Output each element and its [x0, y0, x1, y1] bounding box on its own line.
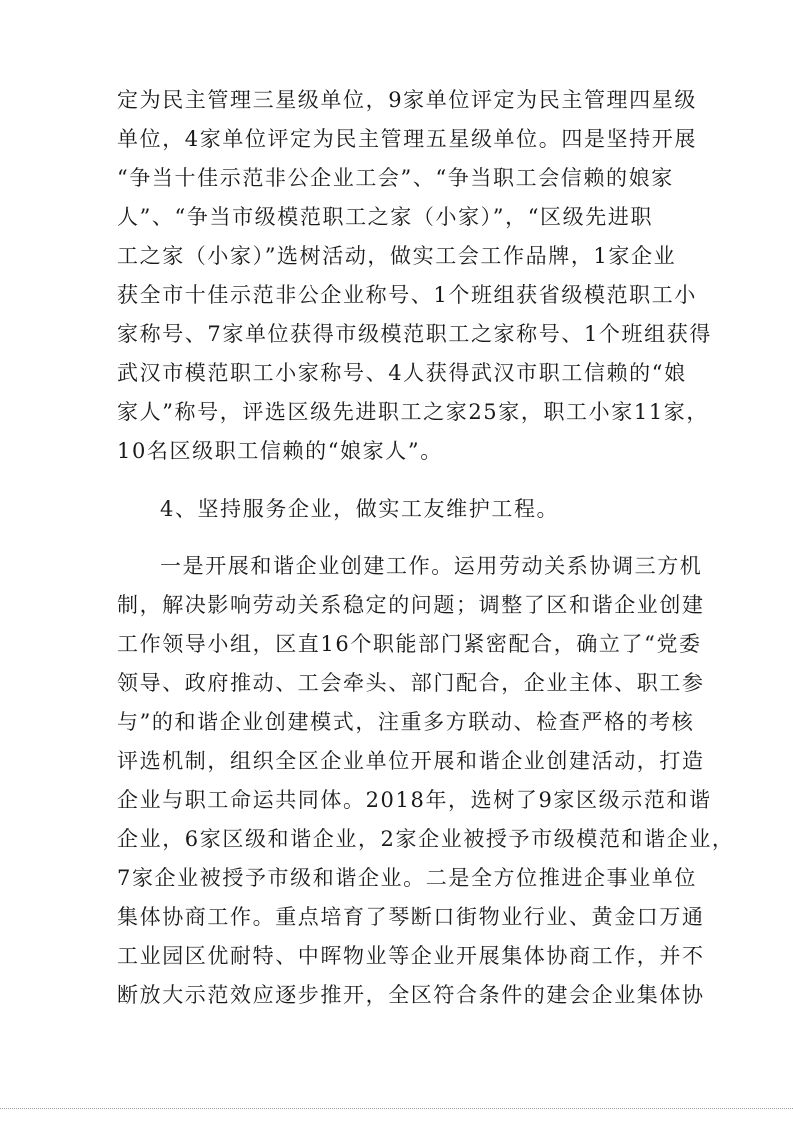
- section-heading: 4、坚持服务企业，做实工友维护工程。: [160, 497, 560, 521]
- text-line: 企业与职工命运共同体。2018年，选树了9家区级示范和谐: [117, 788, 712, 812]
- text-line: 企业，6家区级和谐企业，2家企业被授予市级模范和谐企业，: [117, 827, 735, 851]
- paragraph-first-line: 一是开展和谐企业创建工作。运用劳动关系协调三方机: [160, 554, 703, 578]
- text-line: 家称号、7家单位获得市级模范职工之家称号、1个班组获得: [117, 322, 712, 346]
- text-line: 武汉市模范职工小家称号、4人获得武汉市职工信赖的“娘: [117, 361, 687, 385]
- text-line: 与”的和谐企业创建模式，注重多方联动、检查严格的考核: [117, 710, 695, 734]
- text-line: 7家企业被授予市级和谐企业。二是全方位推进企事业单位: [117, 866, 697, 890]
- text-line: 领导、政府推动、工会牵头、部门配合，企业主体、职工参: [117, 671, 705, 695]
- text-line: 评选机制，组织全区企业单位开展和谐企业创建活动，打造: [117, 749, 705, 773]
- text-line: 断放大示范效应逐步推开，全区符合条件的建会企业集体协: [117, 983, 705, 1007]
- text-line: 制，解决影响劳动关系稳定的问题；调整了区和谐企业创建: [117, 593, 705, 617]
- text-line: 工业园区优耐特、中晖物业等企业开展集体协商工作，并不: [117, 944, 705, 968]
- text-line: “争当十佳示范非公企业工会”、“争当职工会信赖的娘家: [117, 166, 674, 190]
- text-line: 单位，4家单位评定为民主管理五星级单位。四是坚持开展: [117, 127, 697, 151]
- text-line: 获全市十佳示范非公企业称号、1个班组获省级模范职工小: [117, 283, 697, 307]
- text-line: 10名区级职工信赖的“娘家人”。: [117, 439, 443, 463]
- text-line: 家人”称号，评选区级先进职工之家25家，职工小家11家，: [117, 400, 709, 424]
- page-bottom-divider: [0, 1108, 793, 1109]
- text-line: 工之家（小家）”选树活动，做实工会工作品牌，1家企业: [117, 244, 677, 268]
- text-line: 人”、“争当市级模范职工之家（小家）”，“区级先进职: [117, 205, 654, 229]
- text-line: 集体协商工作。重点培育了琴断口街物业行业、黄金口万通: [117, 905, 705, 929]
- text-line: 工作领导小组，区直16个职能部门紧密配合，确立了“党委: [117, 632, 702, 656]
- text-line: 定为民主管理三星级单位，9家单位评定为民主管理四星级: [117, 88, 697, 112]
